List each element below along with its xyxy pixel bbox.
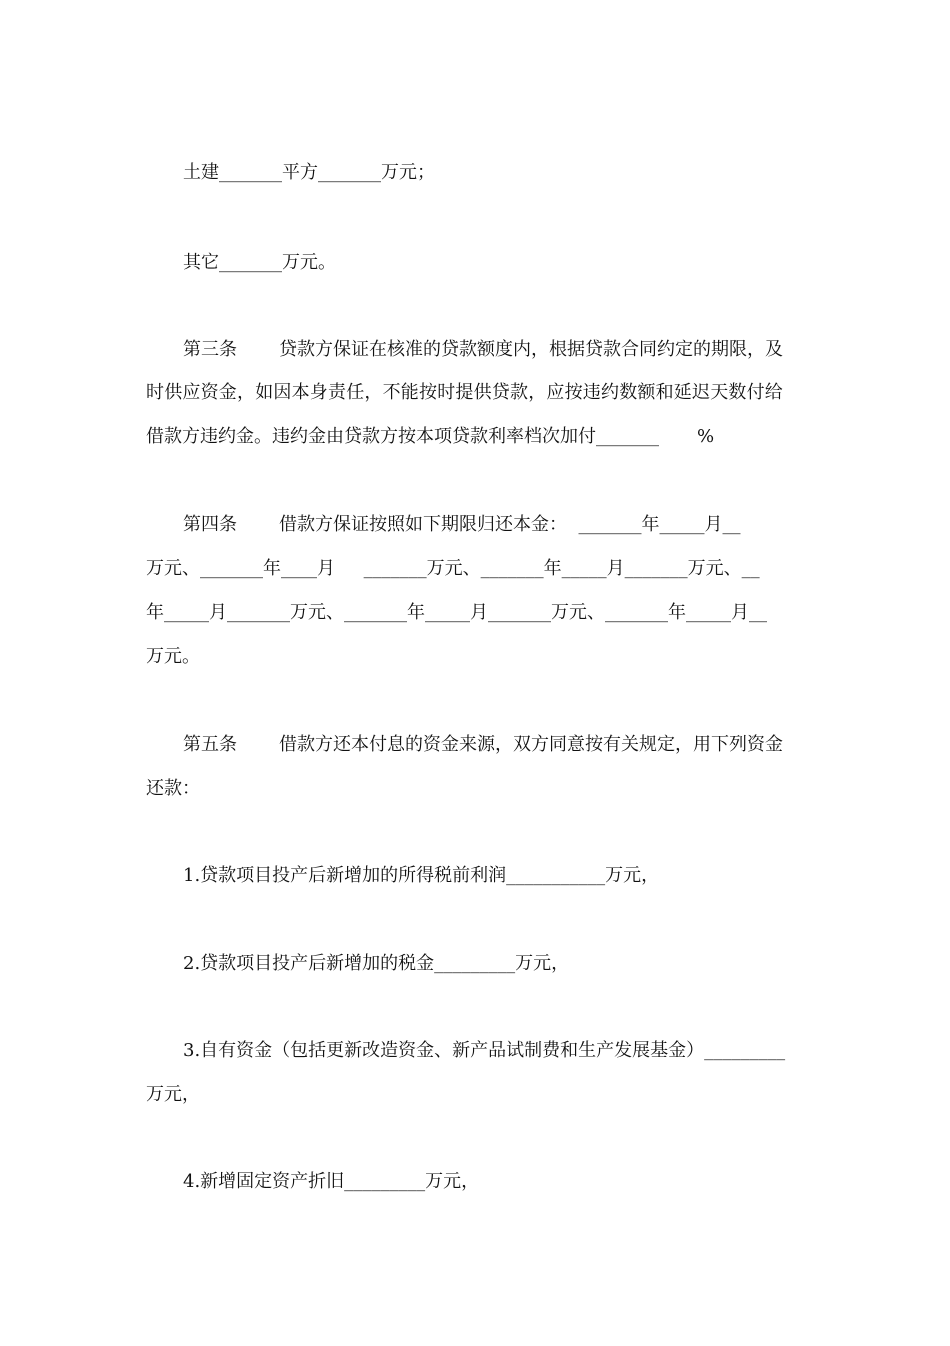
item-2: 2.贷款项目投产后新增加的税金_________万元， [183, 953, 570, 974]
article-3-text-3: 借款方违约金。违约金由贷款方按本项贷款利率档次加付_______ [146, 426, 659, 447]
article-3-heading: 第三条 [183, 339, 237, 360]
item-4: 4.新增固定资产折旧_________万元， [183, 1171, 480, 1192]
text-line-construction: 土建_______平方_______万元； [183, 162, 435, 183]
article-4-heading: 第四条 [183, 514, 237, 535]
article-5-heading: 第五条 [183, 734, 237, 755]
article-5-line-1 [183, 734, 847, 756]
item-3-line-2: 万元， [146, 1084, 200, 1105]
text-line-other: 其它_______万元。 [183, 252, 336, 273]
article-4-line-2: 万元、_______年____月 _______万元、_______年_____月_______万元、__ [146, 558, 760, 579]
article-3-percent: % [697, 426, 715, 447]
article-3-line-2: 时供应资金，如因本身责任，不能按时提供贷款，应按违约数额和延迟天数付给 [146, 382, 783, 403]
article-3-text-1: 贷款方保证在核准的贷款额度内，根据贷款合同约定的期限，及 [279, 339, 783, 360]
article-4-line-1 [183, 514, 847, 536]
article-3-line-3 [146, 426, 810, 448]
item-3-line-1: 3.自有资金（包括更新改造资金、新产品试制费和生产发展基金）_________ [183, 1040, 786, 1061]
article-4-line-3: 年_____月_______万元、_______年_____月_______万元、_______年_____月__ [146, 602, 767, 623]
article-5-line-2: 还款： [146, 778, 200, 799]
item-1: 1.贷款项目投产后新增加的所得税前利润___________万元， [183, 865, 660, 886]
article-4-line-4: 万元。 [146, 646, 200, 667]
article-5-text-1: 借款方还本付息的资金来源，双方同意按有关规定，用下列资金 [279, 734, 783, 755]
article-4-text-1: 借款方保证按照如下期限归还本金： _______年_____月__ [279, 514, 741, 535]
article-3-line-1 [183, 339, 847, 361]
